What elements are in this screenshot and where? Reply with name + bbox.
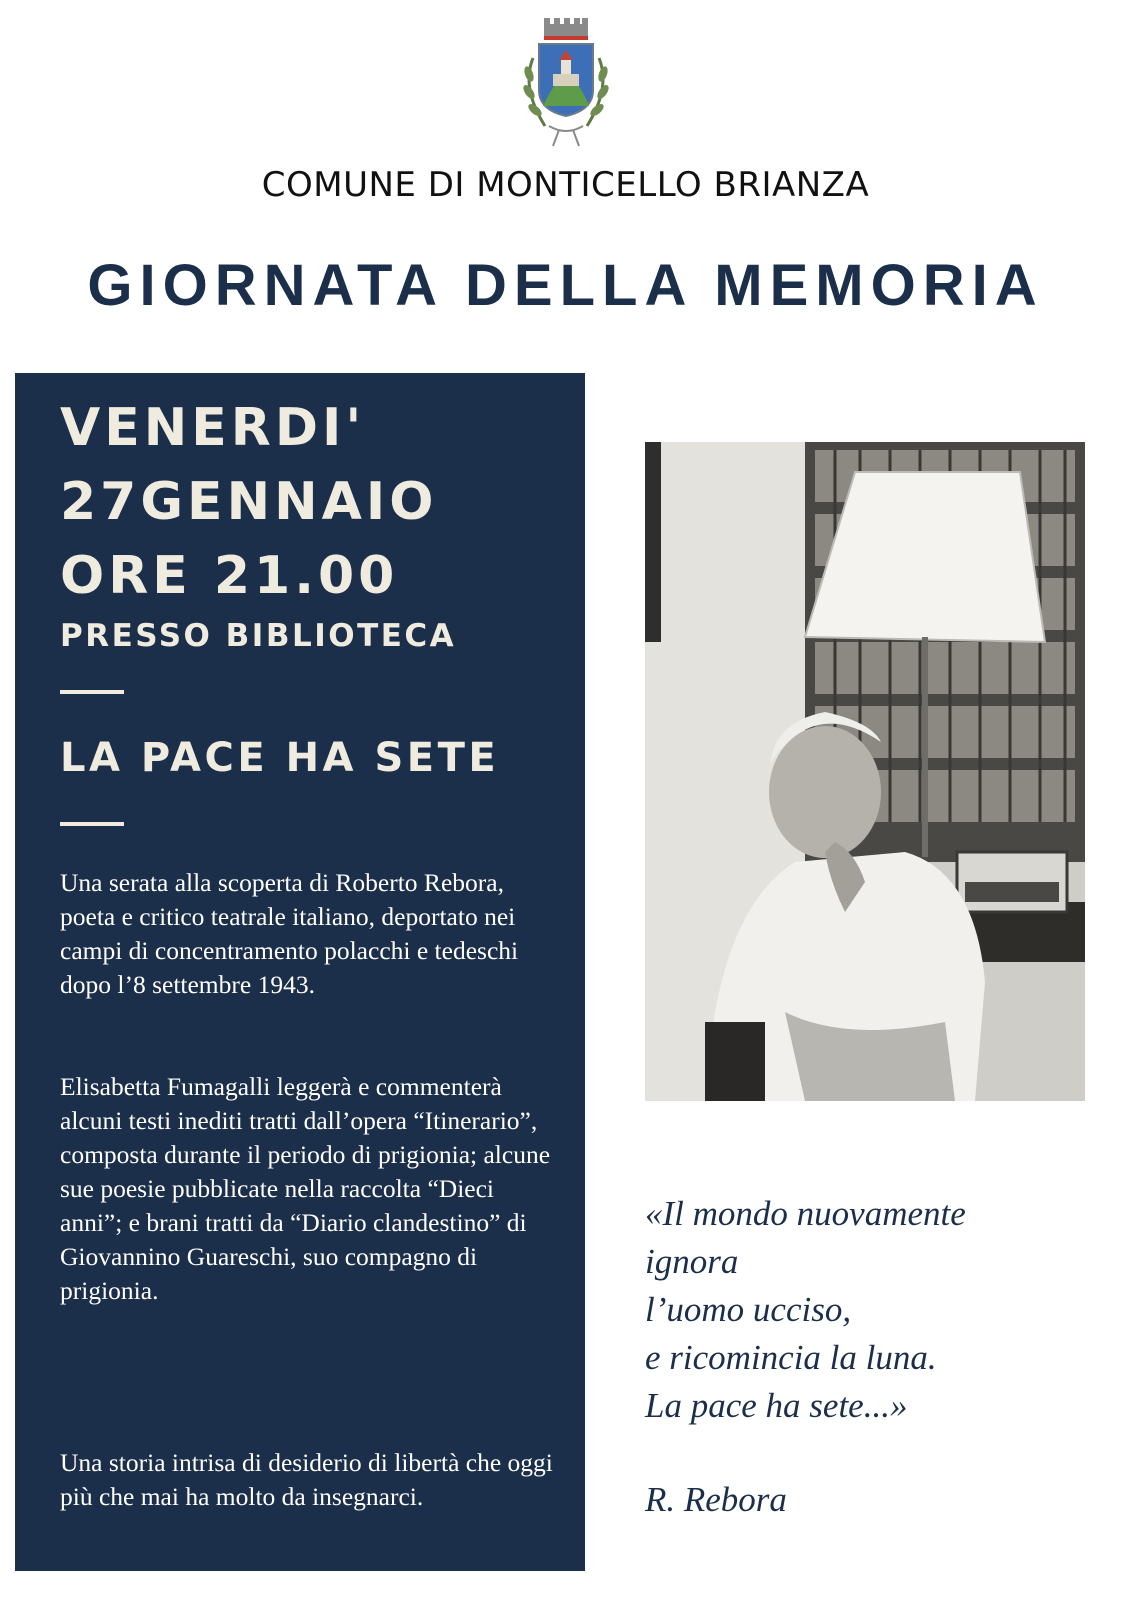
description-paragraph: Una storia intrisa di desiderio di libertà che oggi più che mai ha molto da insegnarci.: [60, 1448, 553, 1511]
municipality-name: COMUNE DI MONTICELLO BRIANZA: [261, 165, 870, 205]
event-title: LA PACE HA SETE: [60, 735, 500, 781]
description-paragraph: Elisabetta Fumagalli leggerà e commenterà alcuni testi inediti tratti dall’opera “Itinerario”, composta durante il periodo di prigionia; alcune sue poesie pubblicate nella raccolta “Dieci anni”; e brani tratti da “Diario clandestino” di Giovannino Guareschi, suo compagno di prigionia.: [60, 1072, 551, 1305]
page-title: GIORNATA DELLA MEMORIA: [87, 253, 1044, 318]
quote-author: R. Rebora: [645, 1480, 787, 1519]
divider: [60, 690, 124, 694]
quote-line: e ricomincia la luna.: [645, 1338, 937, 1377]
divider: [60, 822, 124, 826]
quote-line: l’uomo ucciso,: [645, 1290, 852, 1329]
quote-line: «Il mondo nuovamente: [645, 1194, 966, 1233]
quote-line: ignora: [645, 1242, 739, 1281]
quote-line: La pace ha sete...»: [645, 1386, 908, 1425]
event-time: ORE 21.00: [60, 546, 399, 606]
municipal-crest-logo: [515, 18, 617, 154]
poet-photo: [645, 442, 1085, 1101]
event-date: 27GENNAIO: [60, 472, 438, 532]
event-location: PRESSO BIBLIOTECA: [60, 618, 457, 654]
event-day: VENERDI': [60, 398, 366, 458]
description-paragraph: Una serata alla scoperta di Roberto Rebora, poeta e critico teatrale italiano, deportato nei campi di concentramento polacchi e tedeschi dopo l’8 settembre 1943.: [60, 868, 519, 999]
poem-quote: [645, 1190, 1105, 1430]
